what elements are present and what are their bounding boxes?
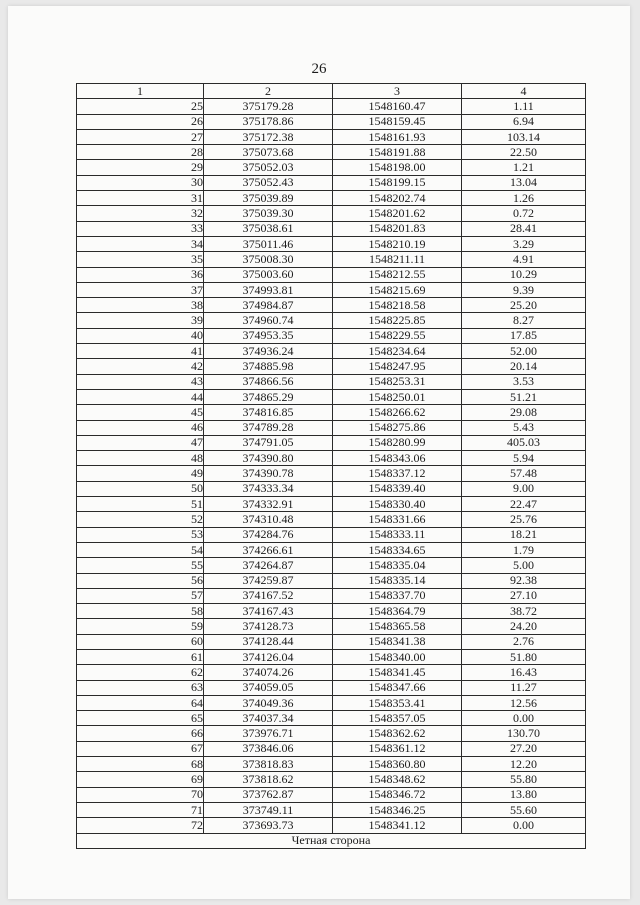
table-row [77, 328, 586, 343]
y-coordinate-cell: 1548210.19 [333, 236, 462, 251]
point-number-cell: 31 [77, 191, 204, 206]
y-coordinate-cell: 1548360.80 [333, 757, 462, 772]
distance-cell: 51.80 [462, 649, 586, 664]
distance-cell: 8.27 [462, 313, 586, 328]
column-header-1: 1 [77, 84, 204, 99]
point-number-cell: 34 [77, 236, 204, 251]
point-number-cell: 56 [77, 573, 204, 588]
point-number-cell: 35 [77, 252, 204, 267]
x-coordinate-cell: 375179.28 [204, 99, 333, 114]
table-row [77, 818, 586, 833]
point-number-cell: 26 [77, 114, 204, 129]
x-coordinate-cell: 375073.68 [204, 145, 333, 160]
distance-cell: 1.79 [462, 542, 586, 557]
table-row [77, 236, 586, 251]
point-number-cell: 68 [77, 757, 204, 772]
point-number-cell: 48 [77, 451, 204, 466]
point-number-cell: 45 [77, 405, 204, 420]
distance-cell: 11.27 [462, 680, 586, 695]
y-coordinate-cell: 1548364.79 [333, 604, 462, 619]
point-number-cell: 71 [77, 802, 204, 817]
x-coordinate-cell: 374128.44 [204, 634, 333, 649]
y-coordinate-cell: 1548280.99 [333, 435, 462, 450]
distance-cell: 92.38 [462, 573, 586, 588]
table-row [77, 267, 586, 282]
x-coordinate-cell: 374128.73 [204, 619, 333, 634]
table-row [77, 405, 586, 420]
point-number-cell: 44 [77, 389, 204, 404]
y-coordinate-cell: 1548347.66 [333, 680, 462, 695]
y-coordinate-cell: 1548250.01 [333, 389, 462, 404]
y-coordinate-cell: 1548330.40 [333, 497, 462, 512]
table-row [77, 787, 586, 802]
table-row [77, 772, 586, 787]
distance-cell: 52.00 [462, 344, 586, 359]
y-coordinate-cell: 1548191.88 [333, 145, 462, 160]
point-number-cell: 40 [77, 328, 204, 343]
point-number-cell: 54 [77, 542, 204, 557]
point-number-cell: 57 [77, 588, 204, 603]
distance-cell: 51.21 [462, 389, 586, 404]
y-coordinate-cell: 1548215.69 [333, 282, 462, 297]
table-row [77, 512, 586, 527]
y-coordinate-cell: 1548212.55 [333, 267, 462, 282]
x-coordinate-cell: 374936.24 [204, 344, 333, 359]
table-row [77, 527, 586, 542]
point-number-cell: 58 [77, 604, 204, 619]
x-coordinate-cell: 373846.06 [204, 741, 333, 756]
point-number-cell: 41 [77, 344, 204, 359]
table-row [77, 741, 586, 756]
x-coordinate-cell: 374789.28 [204, 420, 333, 435]
point-number-cell: 62 [77, 665, 204, 680]
y-coordinate-cell: 1548199.15 [333, 175, 462, 190]
y-coordinate-cell: 1548159.45 [333, 114, 462, 129]
x-coordinate-cell: 375178.86 [204, 114, 333, 129]
point-number-cell: 69 [77, 772, 204, 787]
distance-cell: 29.08 [462, 405, 586, 420]
table-row [77, 298, 586, 313]
column-header-3: 3 [333, 84, 462, 99]
table-row [77, 99, 586, 114]
distance-cell: 17.85 [462, 328, 586, 343]
x-coordinate-cell: 374885.98 [204, 359, 333, 374]
x-coordinate-cell: 374167.52 [204, 588, 333, 603]
distance-cell: 0.72 [462, 206, 586, 221]
table-row [77, 374, 586, 389]
y-coordinate-cell: 1548357.05 [333, 711, 462, 726]
y-coordinate-cell: 1548346.25 [333, 802, 462, 817]
point-number-cell: 51 [77, 497, 204, 512]
x-coordinate-cell: 374167.43 [204, 604, 333, 619]
distance-cell: 103.14 [462, 129, 586, 144]
y-coordinate-cell: 1548335.04 [333, 558, 462, 573]
y-coordinate-cell: 1548229.55 [333, 328, 462, 343]
point-number-cell: 30 [77, 175, 204, 190]
x-coordinate-cell: 374816.85 [204, 405, 333, 420]
table-row [77, 665, 586, 680]
distance-cell: 22.50 [462, 145, 586, 160]
x-coordinate-cell: 374960.74 [204, 313, 333, 328]
y-coordinate-cell: 1548201.83 [333, 221, 462, 236]
distance-cell: 5.94 [462, 451, 586, 466]
distance-cell: 20.14 [462, 359, 586, 374]
x-coordinate-cell: 374390.80 [204, 451, 333, 466]
point-number-cell: 36 [77, 267, 204, 282]
distance-cell: 3.29 [462, 236, 586, 251]
table-row [77, 175, 586, 190]
table-row [77, 604, 586, 619]
x-coordinate-cell: 374865.29 [204, 389, 333, 404]
x-coordinate-cell: 373762.87 [204, 787, 333, 802]
distance-cell: 130.70 [462, 726, 586, 741]
y-coordinate-cell: 1548334.65 [333, 542, 462, 557]
point-number-cell: 70 [77, 787, 204, 802]
table-row [77, 542, 586, 557]
distance-cell: 9.39 [462, 282, 586, 297]
distance-cell: 27.10 [462, 588, 586, 603]
y-coordinate-cell: 1548202.74 [333, 191, 462, 206]
y-coordinate-cell: 1548362.62 [333, 726, 462, 741]
distance-cell: 25.20 [462, 298, 586, 313]
distance-cell: 27.20 [462, 741, 586, 756]
y-coordinate-cell: 1548331.66 [333, 512, 462, 527]
table-row [77, 282, 586, 297]
side-label: Четная сторона [77, 833, 586, 848]
distance-cell: 9.00 [462, 481, 586, 496]
point-number-cell: 61 [77, 649, 204, 664]
coordinates-table [76, 83, 586, 849]
point-number-cell: 27 [77, 129, 204, 144]
distance-cell: 38.72 [462, 604, 586, 619]
y-coordinate-cell: 1548234.64 [333, 344, 462, 359]
table-row [77, 634, 586, 649]
table-row [77, 129, 586, 144]
column-header-2: 2 [204, 84, 333, 99]
distance-cell: 12.56 [462, 695, 586, 710]
distance-cell: 6.94 [462, 114, 586, 129]
point-number-cell: 50 [77, 481, 204, 496]
x-coordinate-cell: 373818.62 [204, 772, 333, 787]
table-header-row [77, 84, 586, 99]
point-number-cell: 67 [77, 741, 204, 756]
y-coordinate-cell: 1548337.12 [333, 466, 462, 481]
distance-cell: 55.60 [462, 802, 586, 817]
x-coordinate-cell: 375039.89 [204, 191, 333, 206]
table-row [77, 711, 586, 726]
distance-cell: 16.43 [462, 665, 586, 680]
point-number-cell: 52 [77, 512, 204, 527]
distance-cell: 57.48 [462, 466, 586, 481]
y-coordinate-cell: 1548160.47 [333, 99, 462, 114]
x-coordinate-cell: 375008.30 [204, 252, 333, 267]
point-number-cell: 55 [77, 558, 204, 573]
y-coordinate-cell: 1548247.95 [333, 359, 462, 374]
distance-cell: 1.26 [462, 191, 586, 206]
y-coordinate-cell: 1548341.38 [333, 634, 462, 649]
y-coordinate-cell: 1548218.58 [333, 298, 462, 313]
distance-cell: 5.00 [462, 558, 586, 573]
table-footer-row [77, 833, 586, 848]
distance-cell: 5.43 [462, 420, 586, 435]
y-coordinate-cell: 1548225.85 [333, 313, 462, 328]
point-number-cell: 28 [77, 145, 204, 160]
distance-cell: 18.21 [462, 527, 586, 542]
point-number-cell: 32 [77, 206, 204, 221]
distance-cell: 2.76 [462, 634, 586, 649]
point-number-cell: 64 [77, 695, 204, 710]
x-coordinate-cell: 374332.91 [204, 497, 333, 512]
column-header-4: 4 [462, 84, 586, 99]
point-number-cell: 59 [77, 619, 204, 634]
distance-cell: 4.91 [462, 252, 586, 267]
y-coordinate-cell: 1548161.93 [333, 129, 462, 144]
y-coordinate-cell: 1548335.14 [333, 573, 462, 588]
x-coordinate-cell: 374791.05 [204, 435, 333, 450]
x-coordinate-cell: 374259.87 [204, 573, 333, 588]
point-number-cell: 63 [77, 680, 204, 695]
table-row [77, 619, 586, 634]
table-row [77, 221, 586, 236]
y-coordinate-cell: 1548266.62 [333, 405, 462, 420]
point-number-cell: 25 [77, 99, 204, 114]
y-coordinate-cell: 1548365.58 [333, 619, 462, 634]
table-row [77, 680, 586, 695]
distance-cell: 13.80 [462, 787, 586, 802]
point-number-cell: 60 [77, 634, 204, 649]
y-coordinate-cell: 1548353.41 [333, 695, 462, 710]
x-coordinate-cell: 374266.61 [204, 542, 333, 557]
y-coordinate-cell: 1548253.31 [333, 374, 462, 389]
point-number-cell: 65 [77, 711, 204, 726]
y-coordinate-cell: 1548341.45 [333, 665, 462, 680]
x-coordinate-cell: 374866.56 [204, 374, 333, 389]
x-coordinate-cell: 374984.87 [204, 298, 333, 313]
point-number-cell: 49 [77, 466, 204, 481]
x-coordinate-cell: 374074.26 [204, 665, 333, 680]
x-coordinate-cell: 375052.03 [204, 160, 333, 175]
x-coordinate-cell: 375038.61 [204, 221, 333, 236]
y-coordinate-cell: 1548340.00 [333, 649, 462, 664]
table-body [77, 99, 586, 833]
x-coordinate-cell: 374390.78 [204, 466, 333, 481]
table-row [77, 420, 586, 435]
point-number-cell: 37 [77, 282, 204, 297]
distance-cell: 25.76 [462, 512, 586, 527]
x-coordinate-cell: 374284.76 [204, 527, 333, 542]
x-coordinate-cell: 375039.30 [204, 206, 333, 221]
x-coordinate-cell: 374037.34 [204, 711, 333, 726]
point-number-cell: 53 [77, 527, 204, 542]
table-row [77, 481, 586, 496]
point-number-cell: 43 [77, 374, 204, 389]
x-coordinate-cell: 373693.73 [204, 818, 333, 833]
table-row [77, 435, 586, 450]
table-row [77, 757, 586, 772]
distance-cell: 13.04 [462, 175, 586, 190]
distance-cell: 1.21 [462, 160, 586, 175]
table-row [77, 114, 586, 129]
y-coordinate-cell: 1548275.86 [333, 420, 462, 435]
y-coordinate-cell: 1548343.06 [333, 451, 462, 466]
distance-cell: 0.00 [462, 818, 586, 833]
y-coordinate-cell: 1548333.11 [333, 527, 462, 542]
distance-cell: 28.41 [462, 221, 586, 236]
x-coordinate-cell: 374049.36 [204, 695, 333, 710]
y-coordinate-cell: 1548211.11 [333, 252, 462, 267]
x-coordinate-cell: 373749.11 [204, 802, 333, 817]
table-row [77, 313, 586, 328]
distance-cell: 55.80 [462, 772, 586, 787]
x-coordinate-cell: 374953.35 [204, 328, 333, 343]
table-row [77, 573, 586, 588]
y-coordinate-cell: 1548348.62 [333, 772, 462, 787]
table-row [77, 359, 586, 374]
point-number-cell: 29 [77, 160, 204, 175]
x-coordinate-cell: 374993.81 [204, 282, 333, 297]
x-coordinate-cell: 373976.71 [204, 726, 333, 741]
distance-cell: 405.03 [462, 435, 586, 450]
x-coordinate-cell: 374059.05 [204, 680, 333, 695]
point-number-cell: 72 [77, 818, 204, 833]
y-coordinate-cell: 1548361.12 [333, 741, 462, 756]
distance-cell: 3.53 [462, 374, 586, 389]
table-row [77, 160, 586, 175]
y-coordinate-cell: 1548201.62 [333, 206, 462, 221]
distance-cell: 10.29 [462, 267, 586, 282]
table-row [77, 252, 586, 267]
x-coordinate-cell: 374126.04 [204, 649, 333, 664]
table-row [77, 802, 586, 817]
y-coordinate-cell: 1548339.40 [333, 481, 462, 496]
table-row [77, 344, 586, 359]
x-coordinate-cell: 374333.34 [204, 481, 333, 496]
table-row [77, 466, 586, 481]
table-row [77, 206, 586, 221]
table-row [77, 497, 586, 512]
table-row [77, 588, 586, 603]
table-row [77, 145, 586, 160]
distance-cell: 22.47 [462, 497, 586, 512]
table-row [77, 451, 586, 466]
distance-cell: 12.20 [462, 757, 586, 772]
y-coordinate-cell: 1548337.70 [333, 588, 462, 603]
x-coordinate-cell: 375011.46 [204, 236, 333, 251]
x-coordinate-cell: 375172.38 [204, 129, 333, 144]
point-number-cell: 38 [77, 298, 204, 313]
table-row [77, 191, 586, 206]
x-coordinate-cell: 374264.87 [204, 558, 333, 573]
x-coordinate-cell: 374310.48 [204, 512, 333, 527]
distance-cell: 24.20 [462, 619, 586, 634]
document-page [8, 6, 630, 899]
page-number: 26 [311, 61, 327, 77]
y-coordinate-cell: 1548198.00 [333, 160, 462, 175]
table-row [77, 389, 586, 404]
table-row [77, 558, 586, 573]
point-number-cell: 33 [77, 221, 204, 236]
distance-cell: 0.00 [462, 711, 586, 726]
point-number-cell: 42 [77, 359, 204, 374]
x-coordinate-cell: 375003.60 [204, 267, 333, 282]
x-coordinate-cell: 375052.43 [204, 175, 333, 190]
y-coordinate-cell: 1548346.72 [333, 787, 462, 802]
x-coordinate-cell: 373818.83 [204, 757, 333, 772]
point-number-cell: 66 [77, 726, 204, 741]
distance-cell: 1.11 [462, 99, 586, 114]
point-number-cell: 46 [77, 420, 204, 435]
table-row [77, 726, 586, 741]
point-number-cell: 47 [77, 435, 204, 450]
table-row [77, 695, 586, 710]
table-row [77, 649, 586, 664]
point-number-cell: 39 [77, 313, 204, 328]
y-coordinate-cell: 1548341.12 [333, 818, 462, 833]
